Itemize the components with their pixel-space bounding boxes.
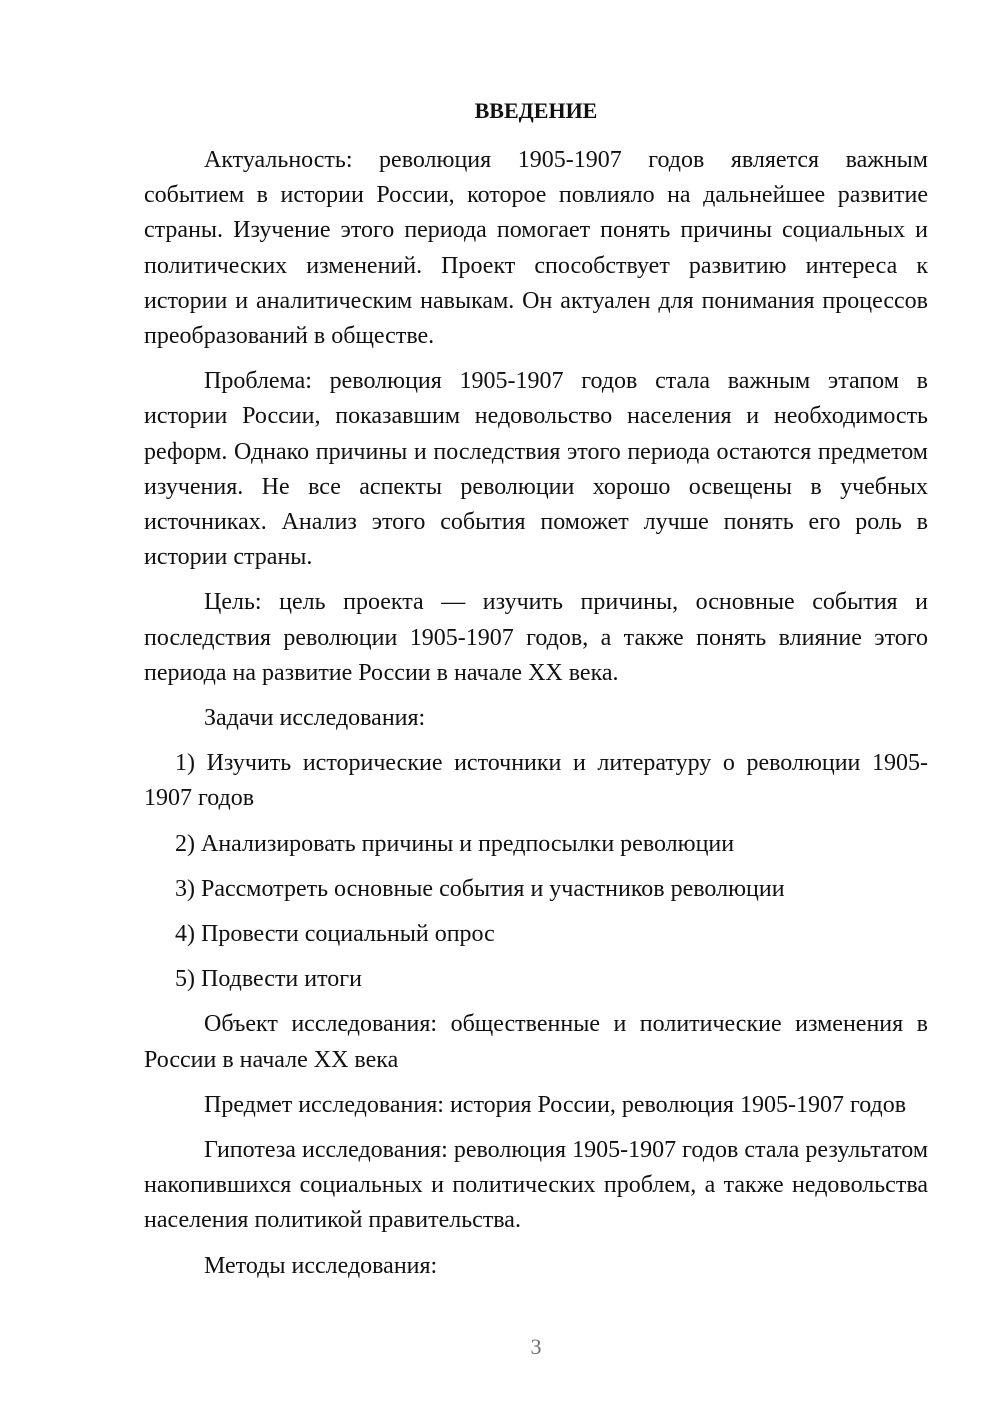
paragraph-goal: Цель: цель проекта — изучить причины, основные события и последствия революции 1905-1907 годов, а также понять влияние этого периода на развитие России в начале XX века. xyxy=(144,589,928,686)
paragraph-tasks-heading: Задачи исследования: xyxy=(204,705,426,732)
paragraph-relevance: Актуальность: революция 1905-1907 годов является важным событием в истории России, которое повлияло на дальнейшее развитие страны. Изучение этого периода помогает понять причины социальных и политических изменений. Проект способствует развитию интереса к истории и аналитическим навыкам. Он актуален для понимания процессов преобразований в обществе. xyxy=(144,147,928,350)
paragraph-methods-heading: Методы исследования: xyxy=(204,1252,438,1279)
task-item-1: 1) Изучить исторические источники и литературу о революции 1905-1907 годов xyxy=(144,750,928,812)
paragraph-object: Объект исследования: общественные и политические изменения в России в начале XX века xyxy=(144,1011,928,1073)
page-number: 3 xyxy=(530,1334,542,1359)
task-item-2: 2) Анализировать причины и предпосылки революции xyxy=(175,830,735,857)
paragraph-subject: Предмет исследования: история России, революция 1905-1907 годов xyxy=(204,1091,907,1118)
paragraph-problem: Проблема: революция 1905-1907 годов стала важным этапом в истории России, показавшим недовольство населения и необходимость реформ. Однако причины и последствия этого периода остаются предметом изучения. Не все аспекты революции хорошо освещены в учебных источниках. Анализ этого события поможет лучше понять его роль в истории страны. xyxy=(144,368,928,571)
paragraph-hypothesis: Гипотеза исследования: революция 1905-1907 годов стала результатом накопившихся социальных и политических проблем, а также недовольства населения политикой правительства. xyxy=(144,1137,928,1234)
section-title: ВВЕДЕНИЕ xyxy=(474,98,598,123)
body-text xyxy=(144,143,928,1294)
task-item-3: 3) Рассмотреть основные события и участников революции xyxy=(175,875,785,902)
task-item-5: 5) Подвести итоги xyxy=(175,966,362,993)
task-item-4: 4) Провести социальный опрос xyxy=(175,921,495,948)
